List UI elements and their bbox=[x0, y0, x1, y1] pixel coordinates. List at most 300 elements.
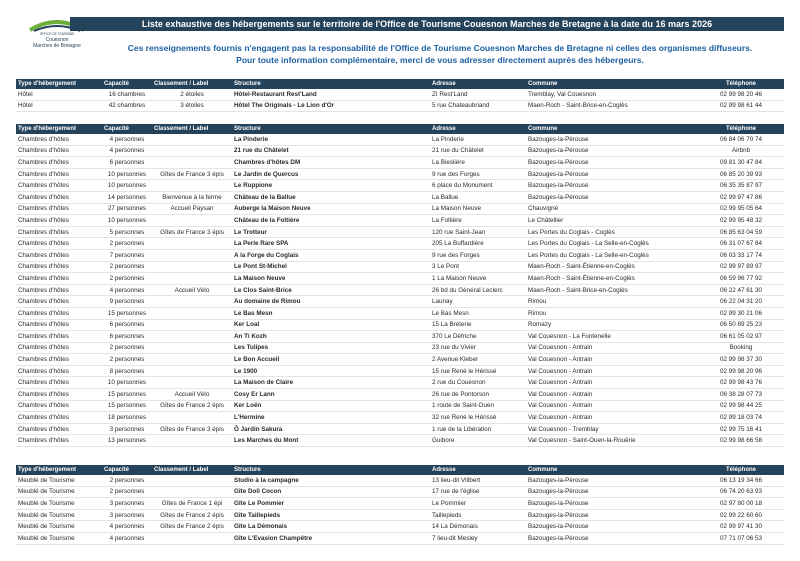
col-commune: Bazouges-la-Pérouse bbox=[526, 191, 698, 203]
col-capacite: 4 personnes bbox=[102, 521, 152, 533]
col-capacite: 4 personnes bbox=[102, 532, 152, 544]
header-col-type: Type d'hébergement bbox=[16, 465, 102, 475]
col-structure: Chambres d'hôtes DM bbox=[232, 157, 430, 169]
col-commune: Romazy bbox=[526, 319, 698, 331]
col-telephone: 06 03 33 17 74 bbox=[698, 249, 784, 261]
col-telephone: 02 97 80 00 18 bbox=[698, 498, 784, 510]
col-adresse: Le Pommier bbox=[430, 498, 526, 510]
col-capacite: 10 personnes bbox=[102, 215, 152, 227]
col-type: Chambres d'hôtes bbox=[16, 226, 102, 238]
col-type: Chambres d'hôtes bbox=[16, 354, 102, 366]
col-adresse: 205 La Buffardière bbox=[430, 238, 526, 250]
col-capacite: 42 chambres bbox=[102, 100, 152, 112]
col-capacite: 2 personnes bbox=[102, 261, 152, 273]
col-commune: Bazouges-la-Pérouse bbox=[526, 475, 698, 486]
col-structure: Gîte Doll Cocon bbox=[232, 486, 430, 498]
table-row bbox=[16, 423, 784, 435]
col-adresse: Le Bas Mesn bbox=[430, 307, 526, 319]
col-capacite: 2 personnes bbox=[102, 486, 152, 498]
col-structure: Ker Loën bbox=[232, 400, 430, 412]
col-structure: Le Clos Saint-Brice bbox=[232, 284, 430, 296]
col-capacite: 3 personnes bbox=[102, 423, 152, 435]
col-capacite: 4 personnes bbox=[102, 134, 152, 145]
notice-line-2: Pour toute information complémentaire, merci de vous adresser directement auprès des hébergeurs. bbox=[236, 55, 644, 65]
col-structure: Gîte La Démonais bbox=[232, 521, 430, 533]
header-col-adresse: Adresse bbox=[430, 124, 526, 134]
table-row bbox=[16, 180, 784, 192]
col-structure: L'Hermine bbox=[232, 412, 430, 424]
col-type: Meublé de Tourisme bbox=[16, 475, 102, 486]
col-type: Chambres d'hôtes bbox=[16, 145, 102, 157]
col-telephone: 02 99 98 66 58 bbox=[698, 435, 784, 447]
col-structure: Le Ruppione bbox=[232, 180, 430, 192]
col-classement: Gîtes de France 3 épis bbox=[152, 226, 232, 238]
col-structure: Les Tulipes bbox=[232, 342, 430, 354]
header-col-adresse: Adresse bbox=[430, 79, 526, 89]
header-col-capacite: Capacité bbox=[102, 124, 152, 134]
col-commune: Chauvigné bbox=[526, 203, 698, 215]
table-row bbox=[16, 215, 784, 227]
col-type: Chambres d'hôtes bbox=[16, 331, 102, 343]
col-telephone: 06 35 35 87 97 bbox=[698, 180, 784, 192]
col-telephone: 02 99 95 05 64 bbox=[698, 203, 784, 215]
col-capacite: 15 personnes bbox=[102, 389, 152, 401]
col-classement: Gîtes de France 2 épis bbox=[152, 400, 232, 412]
col-telephone: 07 71 07 06 53 bbox=[698, 532, 784, 544]
col-adresse: 2 rue du Couesnon bbox=[430, 377, 526, 389]
col-commune: Bazouges-la-Pérouse bbox=[526, 168, 698, 180]
col-classement bbox=[152, 273, 232, 285]
col-type: Chambres d'hôtes bbox=[16, 203, 102, 215]
col-adresse: 5 rue Chateaubriand bbox=[430, 100, 526, 112]
section-hotels bbox=[16, 79, 784, 112]
col-commune: Les Portes du Coglais - La Selle-en-Coglès bbox=[526, 238, 698, 250]
col-structure: La Pinderie bbox=[232, 134, 430, 145]
col-capacite: 3 personnes bbox=[102, 498, 152, 510]
col-classement: Gîtes de France 3 épis bbox=[152, 168, 232, 180]
table-row bbox=[16, 498, 784, 510]
col-capacite: 2 personnes bbox=[102, 273, 152, 285]
col-structure: Au domaine de Rimou bbox=[232, 296, 430, 308]
col-capacite: 4 personnes bbox=[102, 284, 152, 296]
table-row bbox=[16, 100, 784, 112]
col-commune: Rimou bbox=[526, 296, 698, 308]
col-structure: Studio à la campagne bbox=[232, 475, 430, 486]
col-telephone: 06 22 47 61 30 bbox=[698, 284, 784, 296]
col-type: Meublé de Tourisme bbox=[16, 532, 102, 544]
col-commune: Maen-Roch - Saint-Brice-en-Coglès bbox=[526, 284, 698, 296]
table-row bbox=[16, 296, 784, 308]
col-type: Chambres d'hôtes bbox=[16, 319, 102, 331]
col-structure: Ker Loal bbox=[232, 319, 430, 331]
header-col-structure: Structure bbox=[232, 79, 430, 89]
table-row bbox=[16, 261, 784, 273]
col-telephone: 06 85 20 39 93 bbox=[698, 168, 784, 180]
col-telephone: 02 99 98 43 76 bbox=[698, 377, 784, 389]
col-adresse: 1 rue de la Libération bbox=[430, 423, 526, 435]
table-row bbox=[16, 226, 784, 238]
col-commune: Bazouges-la-Pérouse bbox=[526, 180, 698, 192]
col-type: Chambres d'hôtes bbox=[16, 307, 102, 319]
table-row bbox=[16, 365, 784, 377]
col-classement: Gîtes de France 1 épi bbox=[152, 498, 232, 510]
col-adresse: 1 La Maison Neuve bbox=[430, 273, 526, 285]
col-classement: Gîtes de France 2 épis bbox=[152, 521, 232, 533]
col-telephone: 06 74 20 63 93 bbox=[698, 486, 784, 498]
col-structure: A la Forge du Coglais bbox=[232, 249, 430, 261]
col-adresse: 6 place du Monument bbox=[430, 180, 526, 192]
table-row bbox=[16, 509, 784, 521]
header-col-telephone: Téléphone bbox=[698, 79, 784, 89]
col-structure: Le Bon Accueil bbox=[232, 354, 430, 366]
col-type: Chambres d'hôtes bbox=[16, 273, 102, 285]
col-type: Chambres d'hôtes bbox=[16, 400, 102, 412]
table-row bbox=[16, 435, 784, 447]
col-structure: 21 rue du Châtelet bbox=[232, 145, 430, 157]
col-classement bbox=[152, 486, 232, 498]
col-classement bbox=[152, 435, 232, 447]
header-col-classement: Classement / Label bbox=[152, 124, 232, 134]
header-col-type: Type d'hébergement bbox=[16, 124, 102, 134]
col-adresse: 26 bd du Général Leclerc bbox=[430, 284, 526, 296]
col-classement: Accueil Vélo bbox=[152, 284, 232, 296]
col-telephone bbox=[698, 342, 784, 354]
col-telephone bbox=[698, 145, 784, 157]
col-structure: An Ti Kozh bbox=[232, 331, 430, 343]
col-capacite: 27 personnes bbox=[102, 203, 152, 215]
section-meubles bbox=[16, 465, 784, 545]
col-commune: Bazouges-la-Pérouse bbox=[526, 498, 698, 510]
logo-line2: Couesnon bbox=[45, 37, 69, 43]
col-commune: Val Couesnon - Tremblay bbox=[526, 423, 698, 435]
col-capacite: 10 personnes bbox=[102, 180, 152, 192]
table-row bbox=[16, 331, 784, 343]
col-structure: Gîte L'Evasion Champêtre bbox=[232, 532, 430, 544]
col-commune: Val Couesnon - Antrain bbox=[526, 377, 698, 389]
booking-link[interactable]: Booking bbox=[729, 344, 753, 352]
col-structure: Hôtel-Restaurant Rest'Land bbox=[232, 89, 430, 100]
col-capacite: 6 personnes bbox=[102, 331, 152, 343]
table-row bbox=[16, 319, 784, 331]
col-structure: Les Marches du Mont bbox=[232, 435, 430, 447]
col-adresse: 2 Avenue Kleber bbox=[430, 354, 526, 366]
col-telephone: 02 99 98 61 44 bbox=[698, 100, 784, 112]
col-classement bbox=[152, 157, 232, 169]
col-structure: Ô Jardin Sakura bbox=[232, 423, 430, 435]
col-capacite: 10 personnes bbox=[102, 377, 152, 389]
col-structure: Auberge la Maison Neuve bbox=[232, 203, 430, 215]
table-row bbox=[16, 134, 784, 145]
col-type: Meublé de Tourisme bbox=[16, 509, 102, 521]
booking-link[interactable]: Airbnb bbox=[731, 147, 751, 155]
col-type: Chambres d'hôtes bbox=[16, 168, 102, 180]
col-commune: Val Couesnon - Antrain bbox=[526, 354, 698, 366]
col-adresse: Guibore bbox=[430, 435, 526, 447]
table-row bbox=[16, 249, 784, 261]
col-structure: La Maison de Claire bbox=[232, 377, 430, 389]
col-capacite: 2 personnes bbox=[102, 238, 152, 250]
col-telephone: 06 61 05 02 97 bbox=[698, 331, 784, 343]
col-classement bbox=[152, 134, 232, 145]
col-classement bbox=[152, 532, 232, 544]
table-row bbox=[16, 191, 784, 203]
col-type: Meublé de Tourisme bbox=[16, 486, 102, 498]
col-classement bbox=[152, 365, 232, 377]
col-commune: Val Couesnon - Antrain bbox=[526, 412, 698, 424]
table-row bbox=[16, 203, 784, 215]
col-type: Chambres d'hôtes bbox=[16, 377, 102, 389]
col-adresse: Taillepieds bbox=[430, 509, 526, 521]
col-telephone: 06 85 63 04 59 bbox=[698, 226, 784, 238]
header-col-commune: Commune bbox=[526, 124, 698, 134]
col-type: Chambres d'hôtes bbox=[16, 191, 102, 203]
col-classement bbox=[152, 307, 232, 319]
col-structure: La Perle Rare SPA bbox=[232, 238, 430, 250]
col-capacite: 18 personnes bbox=[102, 412, 152, 424]
col-telephone: 06 84 06 70 74 bbox=[698, 134, 784, 145]
table-row bbox=[16, 307, 784, 319]
col-telephone: 02 99 95 48 32 bbox=[698, 215, 784, 227]
header-col-capacite: Capacité bbox=[102, 465, 152, 475]
col-adresse: La Bieslière bbox=[430, 157, 526, 169]
col-structure: Le Jardin de Quercus bbox=[232, 168, 430, 180]
col-telephone: 02 99 75 16 41 bbox=[698, 423, 784, 435]
col-capacite: 9 personnes bbox=[102, 296, 152, 308]
col-classement bbox=[152, 342, 232, 354]
col-classement bbox=[152, 261, 232, 273]
col-telephone: 02 99 98 44 25 bbox=[698, 400, 784, 412]
col-capacite: 13 personnes bbox=[102, 435, 152, 447]
col-adresse: 21 rue du Châtelet bbox=[430, 145, 526, 157]
col-telephone: 06 50 89 25 23 bbox=[698, 319, 784, 331]
table-row bbox=[16, 521, 784, 533]
col-capacite: 15 personnes bbox=[102, 307, 152, 319]
col-type: Chambres d'hôtes bbox=[16, 134, 102, 145]
col-classement bbox=[152, 354, 232, 366]
table-header-row bbox=[16, 124, 784, 134]
header-col-telephone: Téléphone bbox=[698, 465, 784, 475]
table-row bbox=[16, 273, 784, 285]
col-structure: Le Trotteur bbox=[232, 226, 430, 238]
col-structure: Château de la Ballue bbox=[232, 191, 430, 203]
col-capacite: 8 personnes bbox=[102, 365, 152, 377]
hotels-table bbox=[16, 79, 784, 112]
col-commune: Bazouges-la-Pérouse bbox=[526, 521, 698, 533]
col-classement bbox=[152, 145, 232, 157]
col-commune: Val Couesnon - Antrain bbox=[526, 342, 698, 354]
col-type: Chambres d'hôtes bbox=[16, 389, 102, 401]
col-classement: Gîtes de France 2 épis bbox=[152, 509, 232, 521]
col-commune: Bazouges-la-Pérouse bbox=[526, 134, 698, 145]
col-capacite: 10 personnes bbox=[102, 168, 152, 180]
col-commune: Les Portes du Coglais - Coglès bbox=[526, 226, 698, 238]
col-telephone: 02 99 97 47 86 bbox=[698, 191, 784, 203]
col-classement: 3 étoiles bbox=[152, 100, 232, 112]
col-telephone: 02 99 97 89 97 bbox=[698, 261, 784, 273]
col-adresse: La Ballue bbox=[430, 191, 526, 203]
col-commune: Maen-Roch - Saint-Brice-en-Coglès bbox=[526, 100, 698, 112]
logo-line1: OFFICE DE TOURISME bbox=[39, 32, 75, 36]
disclaimer-notice bbox=[90, 42, 790, 66]
col-adresse: 1 route de Saint-Ouen bbox=[430, 400, 526, 412]
col-adresse: 15 rue René le Hérissé bbox=[430, 365, 526, 377]
col-capacite: 14 personnes bbox=[102, 191, 152, 203]
col-type: Meublé de Tourisme bbox=[16, 521, 102, 533]
page-title: Liste exhaustive des hébergements sur le territoire de l'Office de Tourisme Couesnon Marches de Bretagne à la date du 16 mars 2026 bbox=[70, 17, 784, 31]
col-telephone: 02 99 98 20 46 bbox=[698, 89, 784, 100]
col-adresse: La Maison Neuve bbox=[430, 203, 526, 215]
table-row bbox=[16, 284, 784, 296]
col-telephone: 02 99 98 20 96 bbox=[698, 365, 784, 377]
col-adresse: 17 rue de l'église bbox=[430, 486, 526, 498]
col-type: Chambres d'hôtes bbox=[16, 284, 102, 296]
col-commune: Maen-Roch - Saint-Étienne-en-Coglès bbox=[526, 273, 698, 285]
col-capacite: 6 personnes bbox=[102, 157, 152, 169]
col-classement bbox=[152, 180, 232, 192]
col-classement bbox=[152, 475, 232, 486]
col-commune: Bazouges-la-Pérouse bbox=[526, 532, 698, 544]
col-classement bbox=[152, 215, 232, 227]
col-commune: Maen-Roch - Saint-Étienne-en-Coglès bbox=[526, 261, 698, 273]
col-telephone: 06 38 28 07 73 bbox=[698, 389, 784, 401]
col-structure: Cosy Er Lann bbox=[232, 389, 430, 401]
col-capacite: 16 chambres bbox=[102, 89, 152, 100]
col-telephone: 09 81 30 47 84 bbox=[698, 157, 784, 169]
col-capacite: 5 personnes bbox=[102, 226, 152, 238]
header-col-classement: Classement / Label bbox=[152, 79, 232, 89]
col-telephone: 02 99 98 37 30 bbox=[698, 354, 784, 366]
table-row bbox=[16, 389, 784, 401]
col-type: Chambres d'hôtes bbox=[16, 215, 102, 227]
col-adresse: 3 Le Pont bbox=[430, 261, 526, 273]
col-classement bbox=[152, 249, 232, 261]
table-row bbox=[16, 486, 784, 498]
col-adresse: 9 rue des Forges bbox=[430, 249, 526, 261]
col-adresse: 15 La Bréterie bbox=[430, 319, 526, 331]
table-row bbox=[16, 354, 784, 366]
header-col-structure: Structure bbox=[232, 465, 430, 475]
col-classement: Accueil Vélo bbox=[152, 389, 232, 401]
col-classement: 2 étoiles bbox=[152, 89, 232, 100]
header-col-classement: Classement / Label bbox=[152, 465, 232, 475]
table-row bbox=[16, 377, 784, 389]
col-commune: Val Couesnon - Antrain bbox=[526, 400, 698, 412]
col-commune: Val Couesnon - Antrain bbox=[526, 365, 698, 377]
col-adresse: 120 rue Saint-Jean bbox=[430, 226, 526, 238]
col-telephone: 02 99 22 60 60 bbox=[698, 509, 784, 521]
col-adresse: 9 rue des Forges bbox=[430, 168, 526, 180]
col-type: Chambres d'hôtes bbox=[16, 180, 102, 192]
col-commune: Le Châtellier bbox=[526, 215, 698, 227]
col-adresse: 26 rue de Pontorson bbox=[430, 389, 526, 401]
col-classement: Bienvenue à la ferme bbox=[152, 191, 232, 203]
notice-line-1: Ces renseignements fournis n'engagent pas la responsabilité de l'Office de Tourisme Couesnon Marches de Bretagne ni celles des organismes diffuseurs. bbox=[127, 43, 753, 53]
header-col-structure: Structure bbox=[232, 124, 430, 134]
col-structure: Gîte Taillepieds bbox=[232, 509, 430, 521]
col-adresse: Launay bbox=[430, 296, 526, 308]
col-adresse: 370 Le Défriche bbox=[430, 331, 526, 343]
col-capacite: 3 personnes bbox=[102, 509, 152, 521]
col-type: Chambres d'hôtes bbox=[16, 157, 102, 169]
table-header-row bbox=[16, 465, 784, 475]
col-classement: Accueil Paysan bbox=[152, 203, 232, 215]
col-type: Chambres d'hôtes bbox=[16, 238, 102, 250]
col-classement bbox=[152, 331, 232, 343]
col-capacite: 15 personnes bbox=[102, 400, 152, 412]
header-col-telephone: Téléphone bbox=[698, 124, 784, 134]
meubles-table bbox=[16, 465, 784, 545]
col-capacite: 6 personnes bbox=[102, 319, 152, 331]
col-classement bbox=[152, 296, 232, 308]
col-adresse: 13 lieu-dit Villbert bbox=[430, 475, 526, 486]
col-type: Chambres d'hôtes bbox=[16, 412, 102, 424]
header-col-adresse: Adresse bbox=[430, 465, 526, 475]
col-commune: Bazouges-la-Pérouse bbox=[526, 157, 698, 169]
table-row bbox=[16, 412, 784, 424]
col-classement bbox=[152, 412, 232, 424]
col-adresse: 32 rue René le Hérissé bbox=[430, 412, 526, 424]
table-row bbox=[16, 238, 784, 250]
header-col-capacite: Capacité bbox=[102, 79, 152, 89]
col-adresse: ZI Rest'Land bbox=[430, 89, 526, 100]
col-commune: Les Portes du Coglais - La Selle-en-Coglès bbox=[526, 249, 698, 261]
table-row bbox=[16, 532, 784, 544]
table-row bbox=[16, 145, 784, 157]
col-adresse: 14 La Démonais bbox=[430, 521, 526, 533]
col-commune: Val Couesnon - La Fontenelle bbox=[526, 331, 698, 343]
col-capacite: 7 personnes bbox=[102, 249, 152, 261]
col-telephone: 06 22 04 31 20 bbox=[698, 296, 784, 308]
col-commune: Tremblay, Val Couesnon bbox=[526, 89, 698, 100]
col-type: Chambres d'hôtes bbox=[16, 435, 102, 447]
table-row bbox=[16, 400, 784, 412]
header-col-commune: Commune bbox=[526, 79, 698, 89]
col-capacite: 2 personnes bbox=[102, 475, 152, 486]
logo-line3: Marches de Bretagne bbox=[33, 43, 81, 49]
col-telephone: 06 31 07 67 84 bbox=[698, 238, 784, 250]
table-row bbox=[16, 89, 784, 100]
col-commune: Bazouges-la-Pérouse bbox=[526, 486, 698, 498]
col-structure: Gîte Le Pommier bbox=[232, 498, 430, 510]
table-row bbox=[16, 168, 784, 180]
col-commune: Bazouges-la-Pérouse bbox=[526, 145, 698, 157]
col-telephone: 06 13 19 34 66 bbox=[698, 475, 784, 486]
table-header-row bbox=[16, 79, 784, 89]
col-type: Hôtel bbox=[16, 89, 102, 100]
col-type: Chambres d'hôtes bbox=[16, 423, 102, 435]
col-structure: La Maison Neuve bbox=[232, 273, 430, 285]
col-type: Chambres d'hôtes bbox=[16, 261, 102, 273]
header-col-type: Type d'hébergement bbox=[16, 79, 102, 89]
col-capacite: 4 personnes bbox=[102, 145, 152, 157]
col-adresse: 7 lieu-dit Mesley bbox=[430, 532, 526, 544]
col-capacite: 2 personnes bbox=[102, 342, 152, 354]
col-telephone: 02 99 18 03 74 bbox=[698, 412, 784, 424]
col-structure: Le Bas Mesn bbox=[232, 307, 430, 319]
col-classement bbox=[152, 238, 232, 250]
col-commune: Val Couesnon - Saint-Ouen-la-Rouërie bbox=[526, 435, 698, 447]
header-col-commune: Commune bbox=[526, 465, 698, 475]
col-type: Meublé de Tourisme bbox=[16, 498, 102, 510]
col-adresse: 23 rue du Vivier bbox=[430, 342, 526, 354]
col-structure: Hôtel The Originals - Le Lion d'Or bbox=[232, 100, 430, 112]
col-classement bbox=[152, 319, 232, 331]
col-capacite: 2 personnes bbox=[102, 354, 152, 366]
col-type: Chambres d'hôtes bbox=[16, 296, 102, 308]
table-row bbox=[16, 475, 784, 486]
col-commune: Bazouges-la-Pérouse bbox=[526, 509, 698, 521]
col-structure: Le Pont St-Michel bbox=[232, 261, 430, 273]
